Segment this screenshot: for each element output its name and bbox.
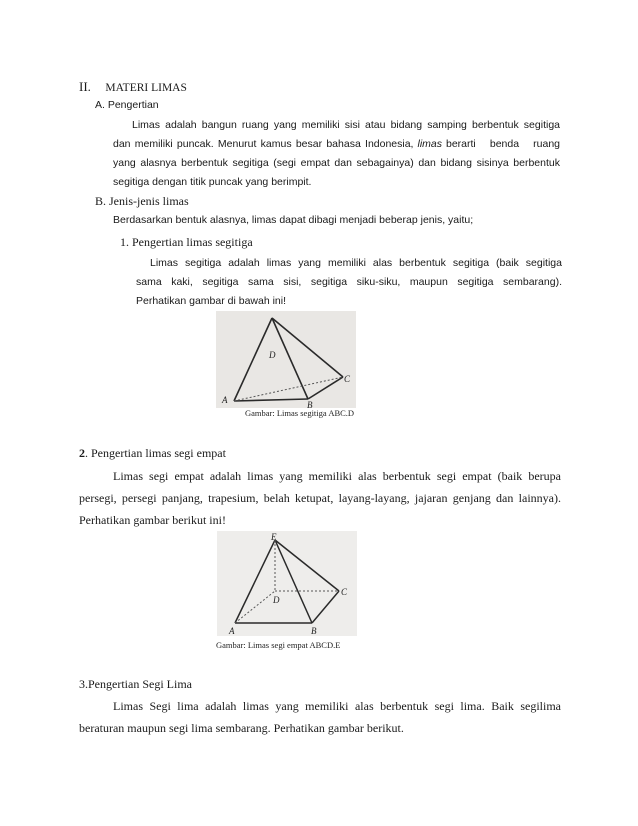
vertex-label-c: C bbox=[344, 374, 351, 384]
paragraph-line: yang alasnya berbentuk segitiga (segi empat dan sebagainya) dan bidang sisinya berbentuk bbox=[113, 157, 560, 169]
edge-ce bbox=[275, 540, 339, 591]
hidden-edge-ad bbox=[235, 591, 275, 623]
vertex-label-b: B bbox=[311, 626, 317, 636]
vertex-label-c: C bbox=[341, 587, 348, 597]
edge-bc bbox=[312, 591, 339, 623]
edge-cd bbox=[272, 318, 343, 377]
edge-ad bbox=[234, 318, 272, 401]
paragraph-line: sama kaki, segitiga sama sisi, segitiga siku-siku, maupun segitiga sembarang). bbox=[136, 276, 562, 288]
paragraph-text: berarti benda ruang bbox=[446, 138, 560, 150]
paragraph-line: Limas segitiga adalah limas yang memiliki alas berbentuk segitiga (baik segitiga bbox=[150, 257, 562, 269]
subsection-a-label: A. Pengertian bbox=[95, 99, 159, 111]
paragraph-text: dan memiliki puncak. Menurut kamus besar bahasa Indonesia, bbox=[113, 138, 414, 150]
heading-number: II. bbox=[79, 79, 91, 94]
paragraph-line: Perhatikan gambar berikut ini! bbox=[79, 513, 226, 527]
vertex-label-e: E bbox=[271, 532, 277, 542]
edge-ab bbox=[234, 399, 308, 401]
section-2-number: 2 bbox=[79, 446, 85, 460]
vertex-label-d: D bbox=[273, 595, 280, 605]
heading-title: MATERI LIMAS bbox=[105, 82, 187, 94]
figure-caption: Gambar: Limas segitiga ABC.D bbox=[245, 408, 355, 418]
hidden-edge-ac bbox=[234, 377, 343, 401]
emphasis-term: limas bbox=[417, 138, 442, 150]
section-heading bbox=[79, 79, 187, 95]
paragraph-line: Perhatikan gambar di bawah ini! bbox=[136, 295, 287, 307]
pyramid-diagram bbox=[217, 531, 357, 636]
paragraph-line: Limas Segi lima adalah limas yang memiliki alas berbentuk segi lima. Baik segilima bbox=[113, 699, 561, 713]
vertex-label-d: D bbox=[269, 350, 276, 360]
vertex-label-a: A bbox=[229, 626, 235, 636]
vertex-label-b: B bbox=[307, 400, 313, 408]
paragraph-line: Limas adalah bangun ruang yang memiliki sisi atau bidang samping berbentuk segitiga bbox=[132, 119, 560, 131]
paragraph-line: Limas segi empat adalah limas yang memiliki alas berbentuk segi empat (baik berupa bbox=[113, 469, 561, 483]
section-2-title-text: . Pengertian limas segi empat bbox=[85, 446, 226, 460]
paragraph-line: persegi, persegi panjang, trapesium, belah ketupat, layang-layang, jajaran genjang dan lainnya). bbox=[79, 491, 561, 505]
edge-be bbox=[275, 540, 312, 623]
edge-ae bbox=[235, 540, 275, 623]
edge-bc bbox=[308, 377, 343, 399]
subsection-b-intro: Berdasarkan bentuk alasnya, limas dapat dibagi menjadi beberap jenis, yaitu; bbox=[113, 214, 474, 226]
subsection-b-label: B. Jenis-jenis limas bbox=[95, 194, 189, 208]
edge-bd bbox=[272, 318, 308, 399]
figure-square-pyramid bbox=[217, 531, 357, 636]
paragraph-line bbox=[113, 138, 560, 150]
figure-caption: Gambar: Limas segi empat ABCD.E bbox=[216, 640, 341, 650]
figure-triangular-pyramid bbox=[216, 311, 356, 408]
item1-title: 1. Pengertian limas segitiga bbox=[120, 235, 253, 249]
section-3-title: 3.Pengertian Segi Lima bbox=[79, 677, 192, 691]
vertex-label-a: A bbox=[222, 395, 228, 405]
pyramid-diagram bbox=[216, 311, 356, 408]
paragraph-line: segitiga dengan titik puncak yang berimpit. bbox=[113, 176, 312, 188]
paragraph-line: beraturan maupun segi lima sembarang. Perhatikan gambar berikut. bbox=[79, 721, 404, 735]
section-2-title bbox=[79, 446, 226, 461]
